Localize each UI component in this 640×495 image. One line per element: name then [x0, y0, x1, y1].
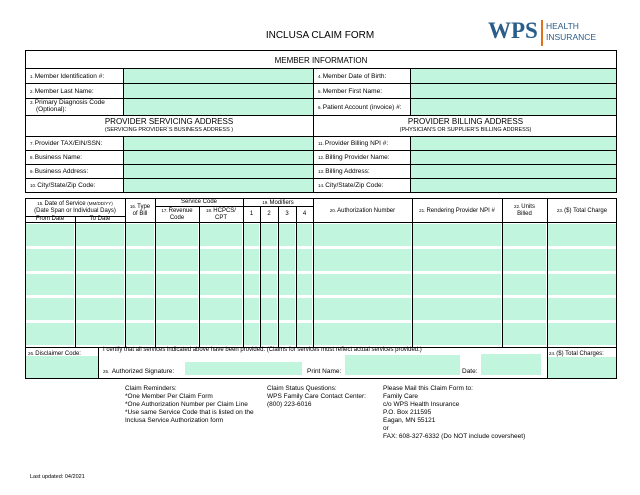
- modifier-4-cell[interactable]: [297, 224, 312, 246]
- from-date-header: From Date: [35, 215, 65, 222]
- date-of-service-header: 15.Date of Service (MM/DD/YY) (Date Span or Individual Days): [34, 201, 116, 214]
- logo-line-insurance: INSURANCE: [546, 32, 597, 42]
- hcpcs-cpt-cell[interactable]: [200, 323, 242, 345]
- rendering-npi-cell[interactable]: [413, 323, 501, 345]
- modifier-4-cell[interactable]: [297, 323, 312, 345]
- modifiers-header: 19.Modifiers: [262, 199, 294, 206]
- type-of-bill-cell[interactable]: [126, 298, 154, 320]
- revenue-code-cell[interactable]: [156, 298, 198, 320]
- modifier-3-cell[interactable]: [279, 298, 295, 320]
- rendering-npi-cell[interactable]: [413, 249, 501, 271]
- authorization-number-cell[interactable]: [314, 249, 411, 271]
- service-code-header: Service Code: [180, 199, 218, 205]
- units-billed-header: 22.Units Billed: [514, 204, 535, 217]
- hcpcs-cpt-cell[interactable]: [200, 298, 242, 320]
- billing-npi-label: 11. Provider Billing NPI #:: [318, 140, 389, 147]
- to-date-cell[interactable]: [76, 274, 124, 296]
- business-address-label: 9. Business Address:: [30, 168, 89, 175]
- rendering-npi-cell[interactable]: [413, 274, 501, 296]
- modifier-2-cell[interactable]: [261, 224, 277, 246]
- from-date-cell[interactable]: [26, 298, 74, 320]
- billing-city-field[interactable]: [411, 179, 616, 192]
- member-id-field[interactable]: [124, 69, 313, 83]
- logo-line-health: HEALTH: [546, 21, 579, 31]
- member-first-name-label: 5. Member First Name:: [318, 87, 382, 95]
- total-charge-cell[interactable]: [548, 274, 616, 296]
- revenue-code-cell[interactable]: [156, 274, 198, 296]
- authorization-number-cell[interactable]: [314, 298, 411, 320]
- modifier-3-cell[interactable]: [279, 224, 295, 246]
- total-charges-label: 24.($) Total Charges:: [549, 351, 604, 357]
- last-updated-note: Last updated: 04/2021: [30, 474, 85, 480]
- patient-account-label: 6. Patient Account (invoice) #:: [318, 103, 402, 111]
- type-of-bill-cell[interactable]: [126, 323, 154, 345]
- units-billed-cell[interactable]: [503, 323, 546, 345]
- billing-provider-name-label: 12. Billing Provider Name:: [318, 154, 390, 161]
- modifier-1-cell[interactable]: [244, 323, 259, 345]
- date-label: Date:: [462, 368, 478, 375]
- certification-statement: I certify that all services indicated above have been provided. (Claims for services must reflect actual services provided.): [103, 347, 422, 353]
- modifier-3-cell[interactable]: [279, 323, 295, 345]
- to-date-cell[interactable]: [76, 298, 124, 320]
- revenue-code-cell[interactable]: [156, 249, 198, 271]
- hcpcs-cpt-cell[interactable]: [200, 274, 242, 296]
- hcpcs-cpt-cell[interactable]: [200, 249, 242, 271]
- modifier-2-header: 2: [267, 211, 271, 217]
- business-name-label: 8. Business Name:: [30, 154, 83, 161]
- total-charges-field[interactable]: [548, 357, 616, 378]
- rendering-npi-cell[interactable]: [413, 224, 501, 246]
- to-date-header: To Date: [89, 215, 111, 222]
- modifier-4-cell[interactable]: [297, 298, 312, 320]
- provider-tax-field[interactable]: [124, 137, 313, 150]
- authorized-signature-label: 25. Authorized Signature:: [103, 368, 175, 375]
- revenue-code-cell[interactable]: [156, 224, 198, 246]
- from-date-cell[interactable]: [26, 224, 74, 246]
- form-title: INCLUSA CLAIM FORM: [265, 30, 375, 41]
- billing-npi-field[interactable]: [411, 137, 616, 150]
- business-address-field[interactable]: [124, 165, 313, 178]
- units-billed-cell[interactable]: [503, 298, 546, 320]
- logo-wordmark: WPS: [488, 18, 538, 43]
- modifier-1-cell[interactable]: [244, 298, 259, 320]
- authorization-number-cell[interactable]: [314, 274, 411, 296]
- billing-address-label: 13. Billing Address:: [318, 168, 370, 175]
- revenue-code-cell[interactable]: [156, 323, 198, 345]
- to-date-cell[interactable]: [76, 224, 124, 246]
- revenue-code-header: 17.Revenue Code: [161, 208, 193, 221]
- modifier-4-cell[interactable]: [297, 249, 312, 271]
- disclaimer-code-label: 26.Disclaimer Code:: [28, 351, 81, 357]
- type-of-bill-cell[interactable]: [126, 249, 154, 271]
- hcpcs-cpt-header: 18.HCPCS/ CPT: [206, 208, 236, 221]
- modifier-2-cell[interactable]: [261, 298, 277, 320]
- diagnosis-code-field[interactable]: [124, 99, 313, 115]
- wps-logo: [488, 18, 618, 50]
- patient-account-field[interactable]: [411, 99, 616, 115]
- billing-provider-name-field[interactable]: [411, 151, 616, 164]
- modifier-4-header: 4: [302, 211, 307, 217]
- logo-divider: [541, 20, 543, 46]
- total-charge-cell[interactable]: [548, 298, 616, 320]
- type-of-bill-cell[interactable]: [126, 224, 154, 246]
- to-date-cell[interactable]: [76, 249, 124, 271]
- total-charge-cell[interactable]: [548, 224, 616, 246]
- print-name-field[interactable]: [345, 355, 460, 375]
- member-dob-label: 4. Member Date of Birth:: [318, 72, 387, 80]
- rendering-npi-cell[interactable]: [413, 298, 501, 320]
- member-id-label: 1. Member Identification #:: [30, 72, 105, 80]
- units-billed-cell[interactable]: [503, 249, 546, 271]
- authorization-number-cell[interactable]: [314, 224, 411, 246]
- diagnosis-code-label: 3.Primary Diagnosis Code (Optional):: [30, 99, 105, 113]
- type-of-bill-header: 16.Type of Bill: [129, 204, 151, 217]
- business-name-field[interactable]: [124, 151, 313, 164]
- mailing-address-block: Please Mail this Claim Form to: Family Care c/o WPS Health Insurance P.O. Box 211595 Eagan, MN 55121 or FAX: 608-327-6332 (Do NOT include coversheet): [383, 385, 526, 440]
- claim-status-block: Claim Status Questions: WPS Family Care Contact Center: (800) 223-6016: [267, 385, 366, 408]
- servicing-city-field[interactable]: [124, 179, 313, 192]
- member-dob-field[interactable]: [411, 69, 616, 83]
- modifier-3-cell[interactable]: [279, 249, 295, 271]
- modifier-2-cell[interactable]: [261, 249, 277, 271]
- billing-address-field[interactable]: [411, 165, 616, 178]
- modifier-3-header: 3: [285, 211, 289, 217]
- signature-date-field[interactable]: [481, 354, 541, 375]
- total-charge-header: 23.($) Total Charge: [556, 207, 608, 214]
- from-date-cell[interactable]: [26, 274, 74, 296]
- units-billed-cell[interactable]: [503, 224, 546, 246]
- type-of-bill-cell[interactable]: [126, 274, 154, 296]
- logo-subtitle: [546, 21, 596, 43]
- modifier-1-cell[interactable]: [244, 274, 259, 296]
- member-first-name-field[interactable]: [411, 84, 616, 98]
- member-last-name-label: 2. Member Last Name:: [30, 87, 94, 95]
- modifier-1-cell[interactable]: [244, 249, 259, 271]
- authorization-number-header: 20.Authorization Number: [329, 207, 396, 214]
- to-date-cell[interactable]: [76, 323, 124, 345]
- rendering-npi-header: 21.Rendering Provider NPI #: [419, 207, 495, 214]
- hcpcs-cpt-cell[interactable]: [200, 224, 242, 246]
- authorization-number-cell[interactable]: [314, 323, 411, 345]
- from-date-cell[interactable]: [26, 249, 74, 271]
- provider-tax-label: 7. Provider TAX/EIN/SSN:: [30, 140, 103, 147]
- disclaimer-code-field[interactable]: [26, 356, 98, 378]
- servicing-city-label: 10. City/State/Zip Code:: [30, 182, 96, 189]
- modifier-1-cell[interactable]: [244, 224, 259, 246]
- modifier-1-header: 1: [249, 211, 254, 217]
- claim-reminders-block: Claim Reminders: *One Member Per Claim Form *One Authorization Number per Claim Line *Use same Service Code that is listed on the Inclusa Service Authorization form: [125, 385, 254, 424]
- print-name-label: Print Name:: [307, 368, 342, 375]
- billing-city-label: 14. City/State/Zip Code:: [318, 182, 384, 189]
- total-charge-cell[interactable]: [548, 249, 616, 271]
- provider-servicing-title: PROVIDER SERVICING ADDRESS (SERVICING PROVIDER`S BUSINESS ADDRESS ): [104, 117, 234, 133]
- units-billed-cell[interactable]: [503, 274, 546, 296]
- member-section-title: MEMBER INFORMATION: [274, 56, 368, 65]
- modifier-2-cell[interactable]: [261, 274, 277, 296]
- provider-billing-title: PROVIDER BILLING ADDRESS (PHYSICIAN'S OR SUPPLIER'S BILLING ADDRESS): [399, 117, 532, 133]
- from-date-cell[interactable]: [26, 323, 74, 345]
- modifier-3-cell[interactable]: [279, 274, 295, 296]
- authorized-signature-field[interactable]: [185, 362, 302, 375]
- total-charge-cell[interactable]: [548, 323, 616, 345]
- modifier-2-cell[interactable]: [261, 323, 277, 345]
- member-last-name-field[interactable]: [124, 84, 313, 98]
- modifier-4-cell[interactable]: [297, 274, 312, 296]
